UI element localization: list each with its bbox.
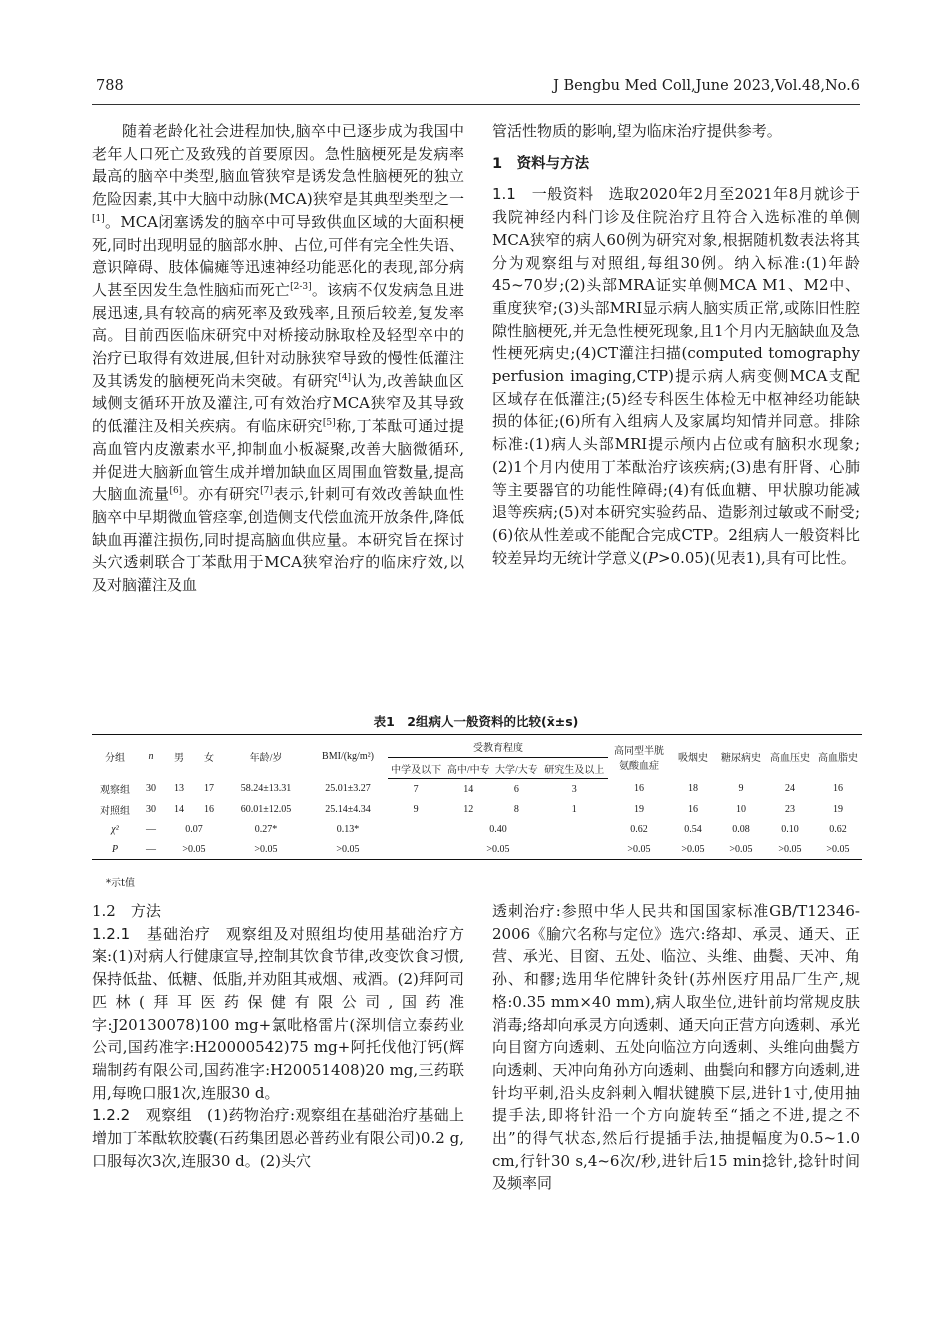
methods-column-left <box>92 900 464 1172</box>
citation-ref: [4] <box>338 372 352 383</box>
citation-ref: [5] <box>322 418 336 429</box>
table-row: 观察组 30 13 17 58.24±13.31 25.01±3.27 7 14 6 3 16 18 9 24 16 <box>100 783 843 797</box>
methods-column-top <box>492 120 860 569</box>
intro-paragraph: 随着老龄化社会进程加快,脑卒中已逐步成为我国中老年人口死亡及致残的首要原因。急性脑梗死是发病率最高的脑卒中类型,脑血管狭窄是诱发急性脑梗死的独立危险因素,其中大脑中动脉(MCA)狭窄是其典型类型之一[1]。MCA闭塞诱发的脑卒中可导致供血区域的大面积梗死,同时出现明显的脑部水肿、占位,可伴有完全性失语、意识障碍、肢体偏瘫等迅速神经功能恶化的表现,部分病人甚至因发生急性脑疝而死亡[2-3]。该病不仅发病急且进展迅速,具有较高的病死率及致残率,且预后较差,复发率高。目前西医临床研究中对桥接动脉取栓及轻型卒中的治疗已取得有效进展,但针对动脉狭窄导致的慢性低灌注及其诱发的脑梗死尚未突破。有研究[4]认为,改善缺血区域侧支循环开放及灌注,可有效治疗MCA狭窄及其导致的低灌注及相关疾病。有临床研究[5]称,丁苯酞可通过提高血管内皮激素水平,抑制血小板凝聚,改善大脑微循环,并促进大脑新血管生成并增加缺血区周围血管数量,提高大脑血流量[6]。亦有研究[7]表示,针刺可有效改善缺血性脑卒中早期微血管痉挛,创造侧支代偿血流开放条件,降低缺血再灌注损伤,同时提高脑血供应量。本研究旨在探讨头穴透刺联合丁苯酞用于MCA狭窄治疗的临床疗效,以及对脑灌注及血 <box>92 122 464 595</box>
table-row: 对照组 30 14 16 60.01±12.05 25.14±4.34 9 12 8 1 19 16 10 23 19 <box>100 803 843 817</box>
section-heading: 1 资料与方法 <box>492 155 590 172</box>
table-note: *示t值 <box>106 878 136 889</box>
journal-citation: J Bengbu Med Coll,June 2023,Vol.48,No.6 <box>553 78 860 94</box>
chi-square-row: χ² — 0.07 0.27* 0.13* 0.40 0.62 0.54 0.08 0.10 0.62 <box>111 823 847 835</box>
acupuncture-paragraph: 透刺治疗:参照中华人民共和国国家标准GB/T12346-2006《腧穴名称与定位》选穴:络却、承灵、通天、正营、承光、目窗、五处、临泣、头维、曲鬓、天冲、角孙、和髎;选用华佗牌针灸针(苏州医疗用品厂生产,规格:0.35 mm×40 mm),病人取坐位,进针前均常规皮肤消毒;络却向承灵方向透刺、通天向正营方向透刺、承光向目窗方向透刺、五处向临泣方向透刺、头维向曲鬓方向透刺、天冲向角孙方向透刺、曲鬓向和髎方向透刺,进针均平刺,沿头皮斜刺入帽状键膜下层,进针1寸,使用抽提手法,即将针沿一个方向旋转至“插之不进,提之不出”的得气状态,然后行提插手法,抽提幅度为0.5~1.0 cm,行针30 s,4~6次/秒,进针后15 min捻针,捻针时间及频率同 <box>492 902 860 1193</box>
citation-ref: [2-3] <box>290 281 312 292</box>
table-1: 分组 n 男 女 年龄/岁 BMI/(kg/m²) 受教育程度 高同型半胱 氨酸血症 吸烟史 糖尿病史 高血压史 高血脂史 中学及以下 高中/中专 大学/大专 研究生及以上 观察组 30 13 17 58.24±13.31 25.01±3.27 7 14 6 3 16 18 9 24 16 对照组 30 14 16 60.01±12.05 25.14±4.34 9 12 8 1 19 16 10 23 19 χ² — 0.07 0.27* 0.13* 0.40 0.62 0.54 0.08 0.10 0.62 P — >0.05 >0.05 >0.05 >0.05 >0.05 >0.05 >0.05 >0.05 >0.05 <box>92 734 862 860</box>
subsection-heading: 1.1 一般资料 <box>492 185 594 204</box>
citation-ref: [1] <box>92 213 105 224</box>
intro-continued: 管活性物质的影响,望为临床治疗提供参考。 <box>492 122 782 140</box>
header-rule <box>92 104 860 105</box>
subsection-heading: 1.2.2 观察组 <box>92 1106 192 1125</box>
methods-column-right <box>492 900 860 1195</box>
citation-ref: [6] <box>169 486 183 497</box>
p-value-row: P — >0.05 >0.05 >0.05 >0.05 >0.05 >0.05 >0.05 >0.05 >0.05 <box>92 839 862 860</box>
running-header <box>96 78 860 102</box>
citation-ref: [7] <box>260 486 273 497</box>
table-caption: 表1 2组病人一般资料的比较(x̄±s) <box>373 714 579 729</box>
subsection-heading: 1.2.1 基础治疗 <box>92 924 211 943</box>
page-number: 788 <box>96 78 124 94</box>
basic-treatment-paragraph: 1.2.1 基础治疗 观察组及对照组均使用基础治疗方案:(1)对病人行健康宣导,控制其饮食节律,改变饮食习惯,保持低盐、低糖、低脂,并劝阻其戒烟、戒酒。(2)拜阿司匹林(拜耳医药保健有限公司,国药准字:J20130078)100 mg+氯吡格雷片(深圳信立泰药业公司,国药准字:H20000542)75 mg+阿托伐他汀钙(辉瑞制药有限公司,国药准字:H20051408)20 mg,三药联用,每晚口服1次,连服30 d。 <box>92 924 464 1102</box>
subsection-heading: 1.2 方法 <box>92 902 161 920</box>
hcy-header: 高同型半胱 氨酸血症 <box>608 735 670 779</box>
observation-group-paragraph: 1.2.2 观察组 (1)药物治疗:观察组在基础治疗基础上增加丁苯酞软胶囊(石药集团恩必普药业有限公司)0.2 g,口服每次3次,连服30 d。(2)头穴 <box>92 1106 464 1170</box>
intro-column <box>92 120 464 597</box>
general-data-paragraph: 1.1 一般资料 选取2020年2月至2021年8月就诊于我院神经内科门诊及住院治疗且符合入选标准的单侧MCA狭窄的病人60例为研究对象,根据随机数表法将其分为观察组与对照组,每组30例。纳入标准:(1)年龄45~70岁;(2)头部MRA证实单侧MCA M1、M2中、重度狭窄;(3)头部MRI显示病人脑实质正常,或陈旧性腔隙性脑梗死,并无急性梗死现象,且1个月内无脑缺血及急性梗死病史;(4)CT灌注扫描(computed tomography perfusion imaging,CTP)提示病人病变侧MCA支配区域存在低灌注;(5)经专科医生体检无中枢神经功能缺损的体征;(6)所有入组病人及家属均知情并同意。排除标准:(1)病人头部MRI提示颅内占位或有脑积水现象;(2)1个月内使用丁苯酞治疗该疾病;(3)患有肝肾、心肺等主要器官的功能性障碍;(4)有低血糖、甲状腺功能减退等疾病;(5)对本研究实验药品、造影剂过敏或不耐受;(6)依从性差或不能配合完成CTP。2组病人一般资料比较差异均无统计学意义(P>0.05)(见表1),具有可比性。 <box>492 185 860 567</box>
